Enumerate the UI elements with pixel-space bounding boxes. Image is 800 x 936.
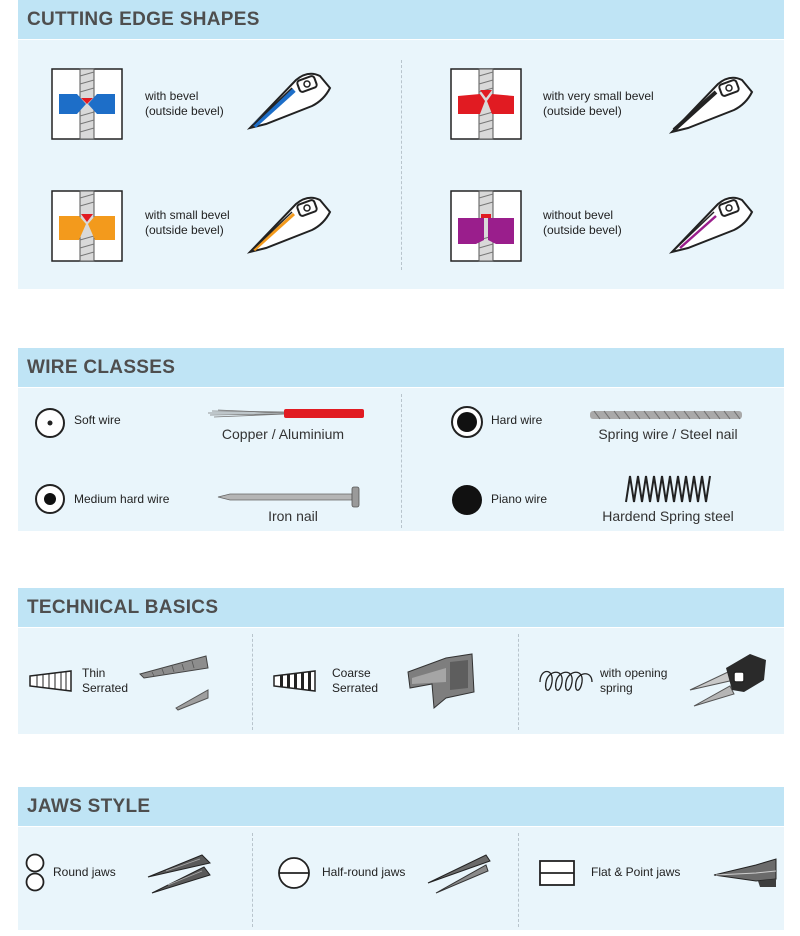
- plier-tip-black-icon: [668, 70, 756, 134]
- hard-wire-icon: [449, 404, 485, 440]
- coarse-serrated-plier-image: [406, 652, 476, 710]
- section-title: WIRE CLASSES: [27, 357, 176, 378]
- plier-tip-purple-icon: [668, 190, 756, 254]
- column-divider: [401, 60, 402, 270]
- wire-label: Medium hard wire: [74, 492, 170, 506]
- column-divider: [252, 833, 253, 927]
- wire-label: Soft wire: [74, 413, 121, 427]
- iron-nail-image: [216, 486, 364, 508]
- jaws-label: Flat & Point jaws: [591, 865, 681, 879]
- soft-wire-icon: [33, 406, 67, 440]
- plier-tip-blue-icon: [246, 66, 334, 130]
- wire-caption: Copper / Aluminium: [221, 426, 345, 442]
- feature-label: Coarse Serrated: [332, 666, 379, 695]
- round-jaws-plier-image: [146, 849, 212, 897]
- wire-label: Hard wire: [491, 413, 543, 427]
- piano-wire-icon: [449, 482, 485, 518]
- bevel-profile-icon: [51, 68, 123, 140]
- section-header: [18, 348, 784, 387]
- feature-label: Thin Serrated: [82, 666, 129, 695]
- no-bevel-profile-icon: [450, 190, 522, 262]
- round-jaws-icon: [24, 853, 46, 893]
- flat-point-jaws-icon: [539, 860, 575, 886]
- section-title: TECHNICAL BASICS: [27, 597, 219, 618]
- wire-caption: Hardend Spring steel: [602, 508, 734, 524]
- medium-hard-wire-icon: [33, 482, 67, 516]
- jaws-label: Round jaws: [53, 865, 116, 879]
- column-divider: [518, 634, 519, 730]
- technical-basics-section: [18, 588, 784, 734]
- small-bevel-profile-icon: [51, 190, 123, 262]
- flat-point-plier-image: [712, 857, 778, 891]
- edge-label: with bevel (outside bevel): [145, 89, 224, 118]
- coarse-serrated-icon: [273, 670, 317, 692]
- jaws-style-section: [18, 787, 784, 930]
- very-small-bevel-profile-icon: [450, 68, 522, 140]
- edge-label: without bevel (outside bevel): [543, 208, 622, 237]
- column-divider: [401, 394, 402, 528]
- wire-caption: Spring wire / Steel nail: [598, 426, 738, 442]
- section-header: [18, 0, 784, 39]
- column-divider: [252, 634, 253, 730]
- column-divider: [518, 833, 519, 927]
- steel-wire-image: [590, 409, 742, 421]
- thin-serrated-plier-image: [138, 652, 210, 712]
- section-header: [18, 588, 784, 627]
- section-panel: [18, 628, 784, 734]
- section-title: CUTTING EDGE SHAPES: [27, 9, 260, 30]
- half-round-jaws-icon: [276, 855, 312, 891]
- wire-classes-section: [18, 348, 784, 531]
- feature-label: with opening spring: [600, 666, 668, 695]
- half-round-plier-image: [426, 849, 492, 897]
- edge-label: with very small bevel (outside bevel): [543, 89, 654, 118]
- wire-label: Piano wire: [491, 492, 548, 506]
- spring-steel-image: [622, 472, 714, 508]
- opening-spring-icon: [538, 666, 594, 696]
- wire-caption: Iron nail: [268, 508, 318, 524]
- edge-label: with small bevel (outside bevel): [145, 208, 230, 237]
- copper-wire-image: [208, 406, 368, 422]
- cutter-plier-image: [688, 650, 768, 714]
- thin-serrated-icon: [29, 670, 73, 692]
- plier-tip-orange-icon: [246, 190, 334, 254]
- section-title: JAWS STYLE: [27, 796, 151, 817]
- cutting-edge-section: [18, 0, 784, 290]
- jaws-label: Half-round jaws: [322, 865, 406, 879]
- section-header: [18, 787, 784, 826]
